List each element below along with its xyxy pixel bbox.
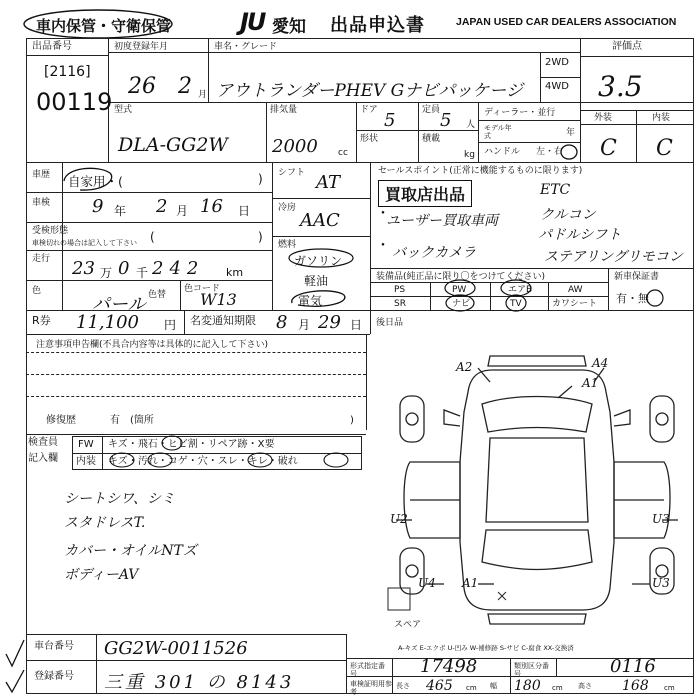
recycle-label: R券	[32, 314, 51, 327]
model-value: DLA-GG2W	[118, 134, 228, 156]
car-name-value: アウトランダーPHEV Gナビパッケージ	[216, 81, 523, 101]
selling-point-back-camera: バックカメラ	[392, 245, 476, 261]
manual-no-circle	[644, 288, 666, 308]
handle-right-circle	[558, 143, 580, 161]
int-label: 内装	[76, 456, 96, 467]
note-seat-stain: シートシワ、シミ	[64, 491, 175, 507]
fuel-diesel: 軽油	[304, 274, 329, 288]
form-title: 出品申込書	[330, 15, 425, 36]
equip-seat: カワシート	[552, 299, 598, 309]
repair-close: )	[350, 415, 354, 426]
color-label: 色	[32, 286, 42, 296]
acceptance-note: 車検切れの場合は記入して下さい	[32, 239, 137, 247]
capacity-label: 定員	[422, 105, 441, 115]
mileage-rest: 242	[152, 258, 205, 279]
displacement-value: 2000	[272, 136, 318, 157]
handle-label: ハンドル	[484, 147, 521, 157]
height-value: 168	[622, 678, 649, 694]
notes-label: 後日品	[376, 318, 404, 328]
repair-yes: 有	[110, 415, 120, 426]
shift-value: AT	[316, 172, 341, 193]
selling-point-etc: ETC	[540, 182, 571, 198]
damage-mark-a2: A2	[456, 360, 473, 374]
inspection-day-unit: 日	[238, 204, 251, 218]
doors-value: 5	[384, 110, 396, 131]
damage-mark-u2: U2	[390, 512, 408, 526]
transfer-day-unit: 日	[350, 318, 363, 332]
usage-value: 自家用・(	[68, 174, 123, 189]
model-label: 型式	[114, 105, 133, 115]
repair-location-open: (箇所	[130, 415, 154, 426]
length-value: 465	[426, 678, 453, 694]
height-label: 高さ	[578, 682, 592, 690]
selling-point-bullets: ・ ・	[376, 206, 390, 254]
exterior-label: 外装	[594, 113, 613, 123]
recycle-value: 11,100	[76, 312, 139, 333]
lot-sub-number: [2116]	[44, 64, 91, 80]
fuel-gasoline-circle	[286, 247, 356, 269]
equip-ps: PS	[394, 285, 406, 295]
drive-2wd: 2WD	[545, 57, 569, 68]
inspection-day: 16	[200, 196, 223, 217]
load-label: 積載	[422, 134, 441, 144]
interior-label: 内装	[652, 113, 671, 123]
equip-aw: AW	[568, 285, 583, 295]
capacity-value: 5	[440, 110, 452, 131]
plate-value: 三重 301 の 8143	[104, 672, 295, 693]
width-unit: cm	[552, 684, 563, 692]
width-value: 180	[514, 678, 541, 694]
fw-label: FW	[78, 439, 94, 450]
cert-label: 車検証明用参考	[350, 680, 392, 696]
damage-mark-a1-front: A1	[582, 376, 599, 390]
lot-label: 出品番号	[32, 41, 72, 52]
equip-navi: ナビ	[452, 299, 471, 309]
equip-airbag: エアB	[508, 285, 533, 295]
acceptance-label: 受検形態	[32, 226, 69, 236]
color-change-label: 色替	[148, 290, 167, 300]
load-unit: kg	[464, 150, 475, 160]
inspector-label-1: 検査員	[28, 437, 58, 448]
usage-label: 車歴	[32, 170, 51, 180]
storage-note: 車内保管・守衛保管	[36, 17, 172, 35]
class-value: 0116	[610, 656, 656, 677]
checkmarks	[2, 634, 32, 694]
spare-label: スペア	[394, 620, 422, 630]
equip-pw: PW	[452, 285, 467, 295]
selling-point-paddle: パドルシフト	[538, 227, 622, 243]
car-diagram	[382, 352, 692, 632]
chassis-label: 車台番号	[34, 641, 74, 652]
selling-points-label: セールスポイント(正常に機能するものに限ります)	[378, 166, 583, 176]
equipment-label: 装備品(純正品に限り〇をつけてください)	[376, 272, 546, 282]
ju-logo: JU	[240, 8, 265, 36]
equip-sr: SR	[394, 299, 406, 309]
first-registration-month: 2	[178, 74, 192, 99]
acceptance-close: )	[258, 230, 263, 244]
manual-options: 有・無	[616, 292, 649, 305]
damage-legend: A-キズ E-エクボ U-凹み W-補修跡 S-サビ C-腐食 XX-交換済	[398, 644, 574, 652]
equipment-circles	[436, 279, 556, 313]
note-body: ボディーAV	[64, 567, 139, 583]
first-registration-month-unit: 月	[198, 90, 208, 100]
transfer-day: 29	[318, 312, 341, 333]
rating-label: 評価点	[612, 41, 642, 52]
storage-note-circle	[18, 7, 228, 41]
aircon-label: 冷房	[278, 203, 297, 213]
damage-mark-u3-right: U3	[652, 512, 670, 526]
inspection-month-unit: 月	[176, 204, 189, 218]
association-name: JAPAN USED CAR DEALERS ASSOCIATION	[456, 16, 677, 28]
dealer-label: ディーラー・並行	[484, 108, 556, 118]
mileage-man-unit: 万	[100, 266, 113, 280]
doors-label: ドア	[360, 105, 378, 115]
model-year-label: モデル年式	[484, 124, 512, 140]
first-registration-year: 26	[128, 74, 156, 99]
color-value: パール	[92, 294, 146, 315]
usage-close: )	[258, 172, 263, 186]
mileage-man: 23	[72, 258, 95, 279]
damage-mark-u4: U4	[418, 576, 436, 590]
interior-grade: C	[656, 136, 673, 161]
manual-label: 新車保証書	[614, 272, 660, 282]
class-label: 類別区分番号	[514, 662, 549, 678]
note-studless: スタドレスT.	[64, 515, 146, 531]
damage-mark-a1-rear: A1	[462, 576, 479, 590]
selling-point-user-buyback: ユーザー買取車両	[386, 213, 498, 229]
note-cover-oil: カバー・オイルNTズ	[64, 543, 197, 559]
width-label: 幅	[490, 682, 497, 690]
length-label: 長さ	[396, 682, 410, 690]
fw-items: キズ・飛石・ヒビ割・リペア跡・X要	[108, 439, 275, 450]
branch-name: 愛知	[272, 17, 306, 37]
inspector-circles	[100, 434, 360, 472]
type-label: 形式指定番号	[350, 662, 385, 678]
mileage-unit: km	[226, 266, 244, 279]
transfer-label: 名変通知期限	[190, 314, 256, 327]
inspector-label-2: 記入欄	[28, 453, 58, 464]
mileage-label: 走行	[32, 254, 51, 264]
fuel-electric: 電気	[298, 294, 323, 308]
height-unit: cm	[664, 684, 675, 692]
capacity-unit: 人	[466, 120, 476, 130]
repair-label: 修復歴	[46, 415, 76, 426]
selling-point-cruise: クルコン	[540, 207, 596, 223]
plate-label: 登録番号	[34, 671, 74, 682]
car-name-label: 車名・グレード	[214, 42, 278, 52]
aircon-value: AAC	[300, 210, 340, 231]
shape-label: 形状	[360, 134, 379, 144]
usage-private-circle	[58, 163, 118, 193]
transfer-month-unit: 月	[298, 318, 311, 332]
selling-point-steering-remote: ステアリングリモコン	[544, 249, 683, 265]
fuel-label: 燃料	[278, 240, 297, 250]
inspection-year-unit: 年	[114, 204, 127, 218]
model-year-unit: 年	[566, 128, 576, 138]
fuel-gasoline: ガソリン	[294, 254, 343, 268]
lot-number: 00119	[36, 88, 113, 116]
fuel-electric-circle	[284, 287, 354, 311]
shift-label: シフト	[278, 168, 306, 178]
inspection-year: 9	[92, 196, 104, 217]
mileage-sen-unit: 千	[136, 266, 149, 280]
exterior-grade: C	[600, 136, 617, 161]
recycle-unit: 円	[164, 318, 177, 332]
storage-note-box	[24, 10, 232, 38]
first-registration-label: 初度登録年月	[114, 42, 169, 52]
damage-mark-u3-rear: U3	[652, 576, 670, 590]
mileage-sen: 0	[118, 258, 130, 279]
damage-mark-a4: A4	[592, 356, 609, 370]
rating-score: 3.5	[598, 70, 643, 103]
acceptance-open: (	[150, 230, 155, 244]
inspection-month: 2	[156, 196, 168, 217]
chassis-value: GG2W-0011526	[104, 638, 248, 659]
length-unit: cm	[466, 684, 477, 692]
color-code-value: W13	[200, 290, 237, 309]
int-items: キズ・汚れ・コゲ・穴・スレ・キレ・破れ	[108, 456, 298, 467]
type-value: 17498	[420, 656, 478, 677]
color-code-label: 色コード	[184, 284, 221, 294]
displacement-label: 排気量	[270, 105, 298, 115]
transfer-month: 8	[276, 312, 288, 333]
handle-options: 左・右	[536, 147, 564, 157]
inspection-label: 車検	[32, 198, 51, 208]
displacement-unit: cc	[338, 148, 348, 158]
drive-4wd: 4WD	[545, 81, 569, 92]
declaration-label: 注意事項申告欄(不具合内容等は具体的に記入して下さい)	[36, 340, 269, 350]
equip-tv: TV	[510, 299, 522, 309]
selling-points-headline: 買取店出品	[378, 180, 472, 207]
